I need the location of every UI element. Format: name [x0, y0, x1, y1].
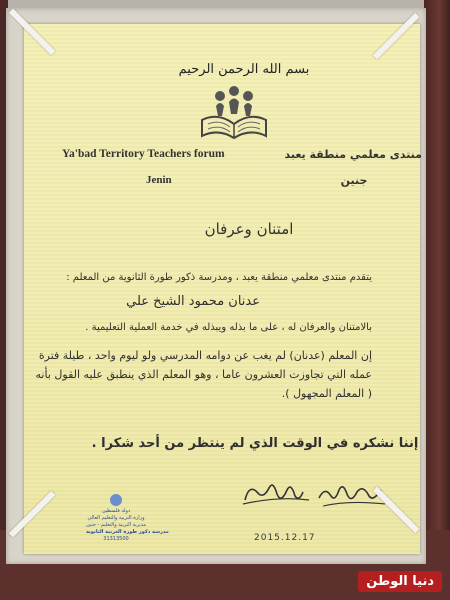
stamp-line: 31313500	[103, 536, 129, 542]
stamp-line: مديرية التربية والتعليم - جنين	[86, 522, 147, 528]
org-name-english: Ya'bad Territory Teachers forum	[62, 148, 225, 160]
school-stamp	[86, 494, 169, 546]
certificate-title: امتنان وعرفان	[204, 220, 294, 238]
certificate-paper	[24, 24, 420, 554]
stamp-line: وزارة التربية والتعليم العالي	[87, 515, 145, 521]
open-book-logo-icon	[194, 84, 274, 142]
org-name-arabic: منتدى معلمي منطقة يعبد	[284, 148, 422, 161]
watermark-logo: دنيا الوطن	[358, 571, 442, 592]
city-english: Jenin	[146, 174, 172, 186]
bismillah-text: بسم الله الرحمن الرحيم	[178, 62, 310, 77]
body-paragraph: إن المعلم (عدنان) لم يغب عن دوامه المدرسي ولو ليوم واحد ، طيلة فترة عمله التي تجاوزت العشرون عاما ، وهو المعلم الذي ينطبق عليه القول بأنه ( المعلم المجهول ).	[35, 349, 372, 400]
certificate-mat	[6, 8, 426, 564]
city-arabic: جنين	[340, 174, 368, 187]
stamp-line: مدرسة ذكور طورة الغربية الثانوية	[86, 529, 169, 535]
signature-date: 2015.12.17	[254, 533, 316, 543]
thanks-line: بالامتنان والعرفان له ، على ما بذله ويبذله في خدمة العملية التعليمية .	[85, 322, 372, 333]
honoree-name: عدنان محمود الشيخ علي	[126, 294, 260, 309]
stamp-line: دولة فلسطين	[101, 508, 131, 514]
closing-line: إننا نشكره في الوقت الذي لم ينتظر من أحد شكرا .	[91, 436, 419, 451]
frame-right-edge	[424, 0, 450, 600]
stamp-emblem-icon	[110, 494, 122, 506]
intro-line: يتقدم منتدى معلمي منطقة يعبد ، ومدرسة ذكور طورة الثانوية من المعلم :	[66, 272, 372, 283]
